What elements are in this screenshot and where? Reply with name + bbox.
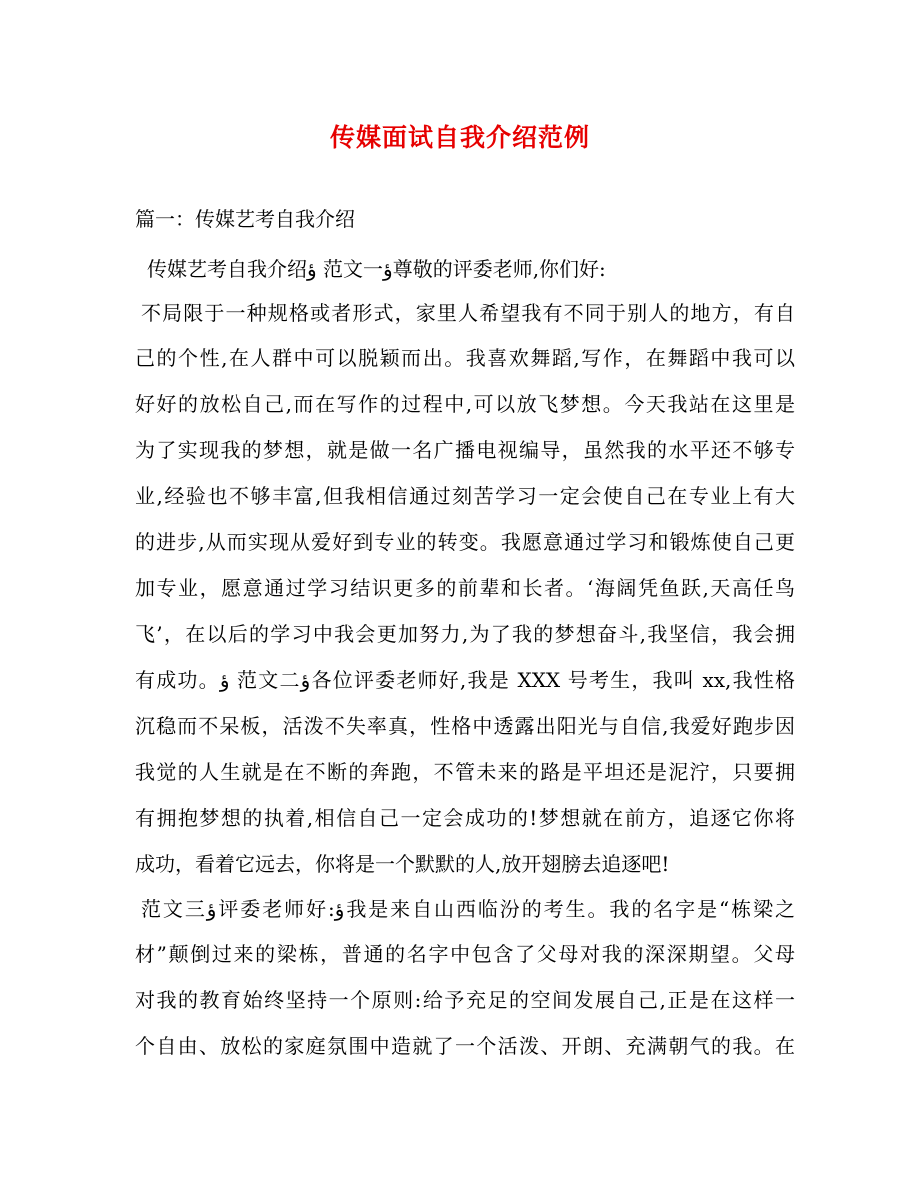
section-heading: 篇一：传媒艺考自我介绍 [135, 207, 355, 231]
paragraph-line: 不局限于一种规格或者形式，家里人希望我有不同于别人的地方，有自 [141, 301, 795, 325]
paragraph-line: 己的个性,在人群中可以脱颖而出。我喜欢舞蹈,写作，在舞蹈中我可以 [135, 346, 795, 370]
paragraph-line: 成功，看着它远去，你将是一个默默的人,放开翅膀去追逐吧! [135, 852, 670, 876]
paragraph-line: 业,经验也不够丰富,但我相信通过刻苦学习一定会使自己在专业上有大 [135, 484, 795, 508]
paragraph-line: 飞’，在以后的学习中我会更加努力,为了我的梦想奋斗,我坚信，我会拥 [135, 622, 795, 646]
paragraph-line: 加专业，愿意通过学习结识更多的前辈和长者。‘海阔凭鱼跃,天高任鸟 [135, 576, 795, 600]
paragraph-line: 传媒艺考自我介绍ؤ 范文一ؤ尊敬的评委老师,你们好: [147, 257, 606, 281]
paragraph-line: 为了实现我的梦想，就是做一名广播电视编导，虽然我的水平还不够专 [135, 438, 795, 462]
paragraph-line: 我觉的人生就是在不断的奔跑，不管未来的路是平坦还是泥泞，只要拥 [135, 760, 795, 784]
paragraph-line: 的进步,从而实现从爱好到专业的转变。我愿意通过学习和锻炼使自己更 [135, 530, 795, 554]
paragraph-line: 有成功。ؤ 范文二ؤ各位评委老师好,我是 XXX 号考生，我叫 xx,我性格 [135, 668, 796, 692]
paragraph-line: 范文三ؤ评委老师好:ؤ我是来自山西临汾的考生。我的名字是“栋梁之 [141, 897, 796, 921]
document-title: 传媒面试自我介绍范例 [329, 123, 590, 152]
paragraph-line: 对我的教育始终坚持一个原则:给予充足的空间发展自己,正是在这样一 [135, 988, 795, 1012]
paragraph-line: 沉稳而不呆板，活泼不失率真，性格中透露出阳光与自信,我爱好跑步因 [135, 714, 795, 738]
paragraph-line: 材”颠倒过来的梁栋，普通的名字中包含了父母对我的深深期望。父母 [135, 942, 795, 966]
paragraph-line: 个自由、放松的家庭氛围中造就了一个活泼、开朗、充满朝气的我。在 [135, 1034, 795, 1058]
paragraph-line: 好好的放松自己,而在写作的过程中,可以放飞梦想。今天我站在这里是 [135, 392, 795, 416]
paragraph-line: 有拥抱梦想的执着,相信自己一定会成功的!梦想就在前方，追逐它你将 [135, 806, 795, 830]
